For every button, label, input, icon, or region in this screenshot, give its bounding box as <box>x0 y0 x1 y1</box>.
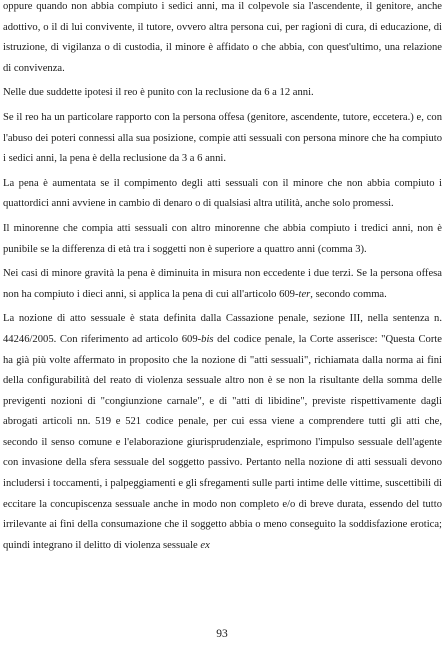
paragraph-7-text-b: del codice penale, la Corte asserisce: "Questa Corte ha già più volte affermato in proposito che la nozione di "atti sessuali", richiamata dalla norma ai fini della configurabilità del reato di violenza sessuale altro non è se non la risultante della somma delle previgenti nozioni di "congiunzione carnale", e di "atti di libidine", previste rispettivamente dagli abrogati articoli nn. 519 e 521 codice penale, per cui essa viene a comprendere tutti gli atti che, secondo il senso comune e l'elaborazione giurisprudenziale, esprimono l'impulso sessuale dell'agente con invasione della sfera sessuale del soggetto passivo. Pertanto nella nozione di atti sessuali devono includersi i toccamenti, i palpeggiamenti e gli sfregamenti sulle parti intime delle vittime, suscettibili di eccitare la concupiscenza sessuale anche in modo non completo e/o di breve durata, essendo del tutto irrilevante ai fini della consumazione che il soggetto abbia o meno conseguito la soddisfazione erotica; quindi integrano il delitto di violenza sessuale <box>3 333 442 551</box>
paragraph-6 <box>3 264 442 305</box>
paragraph-5-text: Il minorenne che compia atti sessuali con altro minorenne che abbia compiuto i tredici anni, non è punibile se la differenza di età tra i soggetti non è superiore a quattro anni (comma 3). <box>3 222 442 255</box>
article-suffix-bis: bis <box>201 333 214 345</box>
paragraph-2 <box>3 83 442 104</box>
paragraph-6-text-a: Nei casi di minore gravità la pena è diminuita in misura non eccedente i due terzi. Se la persona offesa non ha compiuto i dieci anni, si applica la pena di cui all'articolo 609- <box>3 268 442 300</box>
page-number: 93 <box>216 628 228 640</box>
paragraph-4-text: La pena è aumentata se il compimento degli atti sessuali con il minore che non abbia compiuto i quattordici anni avviene in cambio di denaro o di qualsiasi altra utilità, anche solo promessi. <box>3 177 442 210</box>
article-suffix-ter: ter <box>298 288 311 300</box>
latin-ex: ex <box>200 539 210 551</box>
paragraph-7 <box>3 309 442 556</box>
document-page <box>3 0 442 560</box>
paragraph-6-text-b: , secondo comma. <box>310 288 387 300</box>
paragraph-5 <box>3 219 442 260</box>
paragraph-4 <box>3 174 442 215</box>
paragraph-1-text: oppure quando non abbia compiuto i sedici anni, ma il colpevole sia l'ascendente, il genitore, anche adottivo, o il di lui convivente, il tutore, ovvero altra persona cui, per ragioni di cura, di educazione, di istruzione, di vigilanza o di custodia, il minore è affidato o che abbia, con quest'ultimo, una relazione di convivenza. <box>3 1 442 74</box>
paragraph-3-text: Se il reo ha un particolare rapporto con la persona offesa (genitore, ascendente, tutore, eccetera.) e, con l'abuso dei poteri connessi alla sua posizione, compie atti sessuali con persona minore che ha compiuto i sedici anni, la pena è della reclusione da 3 a 6 anni. <box>3 111 442 165</box>
paragraph-1 <box>3 0 442 79</box>
paragraph-7-text-a: La nozione di atto sessuale è stata definita dalla Cassazione penale, sezione III, nella sentenza n. 44246/2005. Con riferimento ad articolo 609- <box>3 313 442 345</box>
paragraph-3 <box>3 108 442 170</box>
paragraph-2-text: Nelle due suddette ipotesi il reo è punito con la reclusione da 6 a 12 anni. <box>3 87 314 99</box>
